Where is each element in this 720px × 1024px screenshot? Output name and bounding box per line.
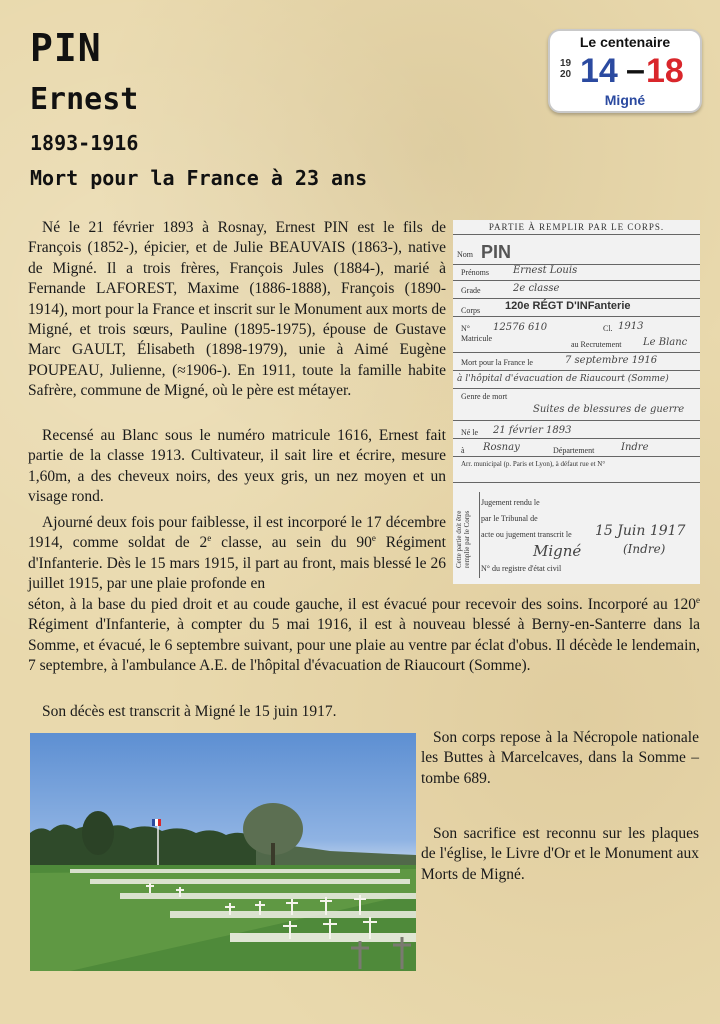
tree-left	[82, 811, 114, 855]
centenaire-logo	[548, 29, 702, 113]
tree-line	[30, 824, 256, 865]
bio-p3-sup-3: e	[696, 594, 700, 605]
card-mort-label: Mort pour la France le	[461, 358, 533, 367]
bio-paragraph-3	[28, 513, 446, 595]
card-acte-value: 15 Juin 1917	[595, 523, 686, 539]
card-rule	[453, 316, 700, 317]
logo-18: 18	[646, 52, 684, 90]
bio-paragraph-3-continued	[28, 595, 700, 677]
bio-p3-part-a: Ajourné deux fois pour faiblesse, il est incorporé le 17 décembre 1914, comme soldat de 2	[28, 514, 446, 552]
bio-p3-part-b: classe, au sein du 90	[211, 534, 372, 552]
flag-blue	[152, 819, 155, 826]
card-etat-label: N° du registre d'état civil	[481, 564, 562, 573]
card-mort-value: 7 septembre 1916	[565, 355, 658, 366]
memorial-paragraph: Son sacrifice est reconnu sur les plaques de l'église, le Livre d'Or et le Monument aux Morts de Migné.	[421, 825, 699, 883]
bio-p3-sup-2: e	[371, 533, 376, 544]
card-rule	[453, 352, 700, 353]
card-rule	[453, 234, 700, 235]
card-tribunal-label: par le Tribunal de	[481, 514, 538, 523]
firstname: Ernest	[30, 82, 139, 117]
bio-p3-part-e: Régiment d'Infanterie, à compter du 5 mai 1916, il est à nouveau blessé à Berny-en-Santerre dans la Somme, et évacué, le 6 septembre suivant, pour une plaie au ventre par éclat d'obus. Il décède le lendemain, 7 septembre, à l'ambulance A.E. de l'hôpital d'évacuation de Riaucourt (Somme).	[28, 616, 700, 675]
logo-dash: –	[626, 51, 645, 89]
bio-paragraph-4: Son décès est transcrit à Migné le 15 juin 1917.	[42, 703, 337, 720]
card-rule	[453, 456, 700, 457]
card-rule	[453, 298, 700, 299]
card-header: PARTIE À REMPLIR PAR LE CORPS.	[488, 222, 665, 232]
card-classe-label: Cl.	[603, 324, 613, 333]
card-prenoms-label: Prénoms	[461, 268, 489, 277]
card-classe-value: 1913	[618, 321, 644, 332]
logo-top-text: Le centenaire	[579, 34, 671, 50]
flag-red	[158, 819, 161, 826]
card-corps-value: 120e RÉGT D'INFanterie	[505, 300, 631, 312]
card-a-label: à	[461, 446, 465, 455]
card-acte-label: acte ou jugement transcrit le	[481, 530, 572, 539]
card-ne-value: 21 février 1893	[493, 425, 572, 436]
card-rule	[453, 438, 700, 439]
cemetery-illustration	[30, 733, 416, 971]
flag-white	[155, 819, 158, 826]
surname: PIN	[30, 26, 102, 70]
death-subtitle: Mort pour la France à 23 ans	[30, 166, 368, 190]
card-side-label: Cette partie doit être remplie par le Corps	[455, 510, 471, 568]
card-matricule-label: N° Matricule	[461, 324, 493, 343]
logo-small-bottom: 20	[560, 69, 572, 80]
card-prenoms-value: Ernest Louis	[513, 265, 578, 276]
logo-14: 14	[580, 52, 618, 90]
card-a-value: Rosnay	[483, 442, 520, 453]
necropole-photo	[30, 733, 416, 971]
bio-p3-part-d: séton, à la base du pied droit et au coude gauche, il est évacué pour recevoir des soins. Incorporé au 120	[28, 596, 696, 613]
card-lieu-value: à l'hôpital d'évacuation de Riaucourt (Somme)	[457, 374, 669, 384]
card-migne-value: Migné	[533, 542, 582, 560]
bio-paragraph-1: Né le 21 février 1893 à Rosnay, Ernest PIN est le fils de François (1852-), épicier, et de Julie BEAUVAIS (1863-), native de Migné. Il a trois frères, François Jules (1884-), marié à Fernande LAFOREST, Maxime (1886-1888), François (1890-1914), mort pour la France et inscrit sur le Monument aux morts de Migné, et trois sœurs, Pauline (1895-1975), épouse de Gustave Marc GAULT, Élisabeth (1898-1979), unie à Aimé Eugène POUPEAU, Julienne, (≈1906-). En 1911, toute la famille habite Safrère, commune de Migné, où le père est métayer.	[28, 219, 446, 400]
bio-paragraph-2: Recensé au Blanc sous le numéro matricule 1616, Ernest fait partie de la classe 1913. Cultivateur, il sait lire et écrire, mesure 1,60m, a des cheveux noirs, des yeux gris, un nez moyen et un visage rond.	[28, 427, 446, 506]
card-rule	[453, 482, 700, 483]
card-grade-value: 2e classe	[513, 283, 560, 294]
card-rule	[453, 280, 700, 281]
card-matricule-value: 12576 610	[493, 322, 548, 333]
logo-years	[550, 52, 700, 90]
logo-small-top: 19	[560, 58, 572, 69]
card-arr-label: Arr. municipal (p. Paris et Lyon), à défaut rue et N°	[461, 460, 606, 468]
card-recrutement-value: Le Blanc	[643, 337, 688, 348]
card-recrutement-label: au Recrutement	[571, 340, 622, 349]
card-genre-label: Genre de mort	[461, 392, 508, 401]
death-record-card	[453, 220, 700, 584]
card-rule	[453, 420, 700, 421]
card-rule	[453, 388, 700, 389]
card-genre-value: Suites de blessures de guerre	[533, 404, 685, 415]
card-grade-label: Grade	[461, 286, 481, 295]
card-bracket	[479, 492, 480, 578]
card-ne-label: Né le	[461, 428, 479, 437]
card-dept-value: Indre	[621, 442, 649, 453]
card-dept-label: Département	[553, 446, 595, 455]
bio-p3-part-c: Régiment d'Infanterie. Dès le 15 mars 1915, il part au front, mais blessé le 26 juillet 1915, par une plaie profonde en	[28, 534, 446, 593]
card-rule	[453, 370, 700, 371]
card-indre-value: (Indre)	[623, 542, 666, 556]
card-nom-label: Nom	[457, 250, 473, 259]
card-corps-label: Corps	[461, 306, 481, 315]
card-nom-value: PIN	[481, 242, 512, 262]
logo-small-years	[560, 58, 571, 80]
logo-bottom-text: Migné	[604, 92, 646, 108]
bio-p3-sup-1: e	[207, 533, 212, 544]
life-dates: 1893-1916	[30, 131, 139, 155]
burial-paragraph: Son corps repose à la Nécropole nationale les Buttes à Marcelcaves, dans la Somme – tombe 689.	[421, 729, 699, 787]
card-jugement-label: Jugement rendu le	[481, 498, 540, 507]
